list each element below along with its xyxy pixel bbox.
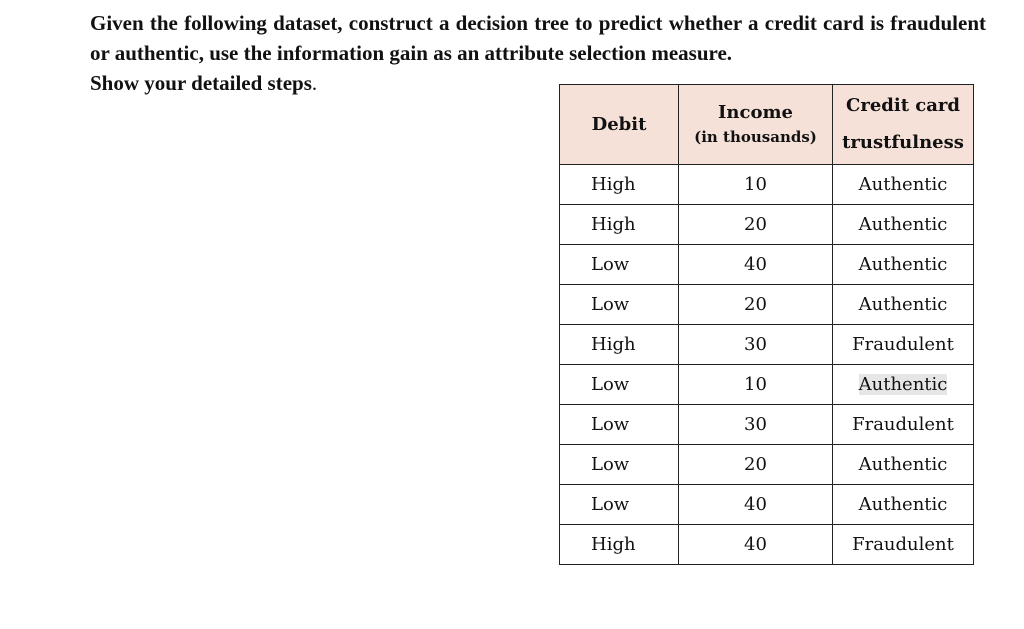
header-income-label: Income — [718, 101, 793, 123]
cell-debit: Low — [560, 485, 679, 525]
cell-income: 40 — [679, 245, 833, 285]
table-row — [560, 245, 974, 285]
cell-debit: Low — [560, 245, 679, 285]
cell-trust: Fraudulent — [833, 525, 974, 565]
header-debit-label: Debit — [591, 113, 647, 135]
cell-income: 30 — [679, 325, 833, 365]
header-trust-line1: Credit card — [846, 95, 960, 116]
cell-income: 20 — [679, 285, 833, 325]
table-row — [560, 445, 974, 485]
cell-trust: Authentic — [833, 445, 974, 485]
question-paragraph: Given the following dataset, construct a decision tree to predict whether a credit card is fraudulent or authentic, use the information gain as an attribute selection measure. — [90, 11, 986, 65]
table-row — [560, 525, 974, 565]
header-income — [679, 85, 833, 165]
table-row — [560, 485, 974, 525]
cell-trust: Authentic — [833, 485, 974, 525]
table-row — [560, 405, 974, 445]
cell-income: 10 — [679, 365, 833, 405]
cell-trust: Authentic — [833, 205, 974, 245]
table-row — [560, 365, 974, 405]
header-trust-line2: trustfulness — [842, 132, 964, 153]
cell-debit: Low — [560, 285, 679, 325]
cell-trust: Authentic — [833, 165, 974, 205]
cell-trust: Authentic — [833, 245, 974, 285]
table-row — [560, 205, 974, 245]
cell-debit: High — [560, 325, 679, 365]
header-debit — [560, 85, 679, 165]
cell-income: 40 — [679, 485, 833, 525]
steps-instruction-bold: Show your detailed steps — [90, 71, 312, 95]
table-header-row — [560, 85, 974, 165]
table-row — [560, 285, 974, 325]
header-income-unit: (in thousands) — [694, 127, 817, 146]
cell-trust: Fraudulent — [833, 405, 974, 445]
steps-instruction-period: . — [311, 71, 318, 95]
cell-debit: Low — [560, 365, 679, 405]
cell-income: 20 — [679, 445, 833, 485]
cell-trust-highlighted — [833, 365, 974, 405]
table-row — [560, 325, 974, 365]
cell-trust: Fraudulent — [833, 325, 974, 365]
cell-income: 30 — [679, 405, 833, 445]
cell-trust: Authentic — [833, 285, 974, 325]
header-trust — [833, 85, 974, 165]
cell-debit: Low — [560, 445, 679, 485]
highlighted-text: Authentic — [858, 374, 948, 395]
table-row — [560, 165, 974, 205]
cell-income: 10 — [679, 165, 833, 205]
cell-income: 40 — [679, 525, 833, 565]
cell-debit: Low — [560, 405, 679, 445]
dataset-table — [559, 84, 974, 565]
cell-debit: High — [560, 525, 679, 565]
cell-debit: High — [560, 165, 679, 205]
cell-income: 20 — [679, 205, 833, 245]
cell-debit: High — [560, 205, 679, 245]
